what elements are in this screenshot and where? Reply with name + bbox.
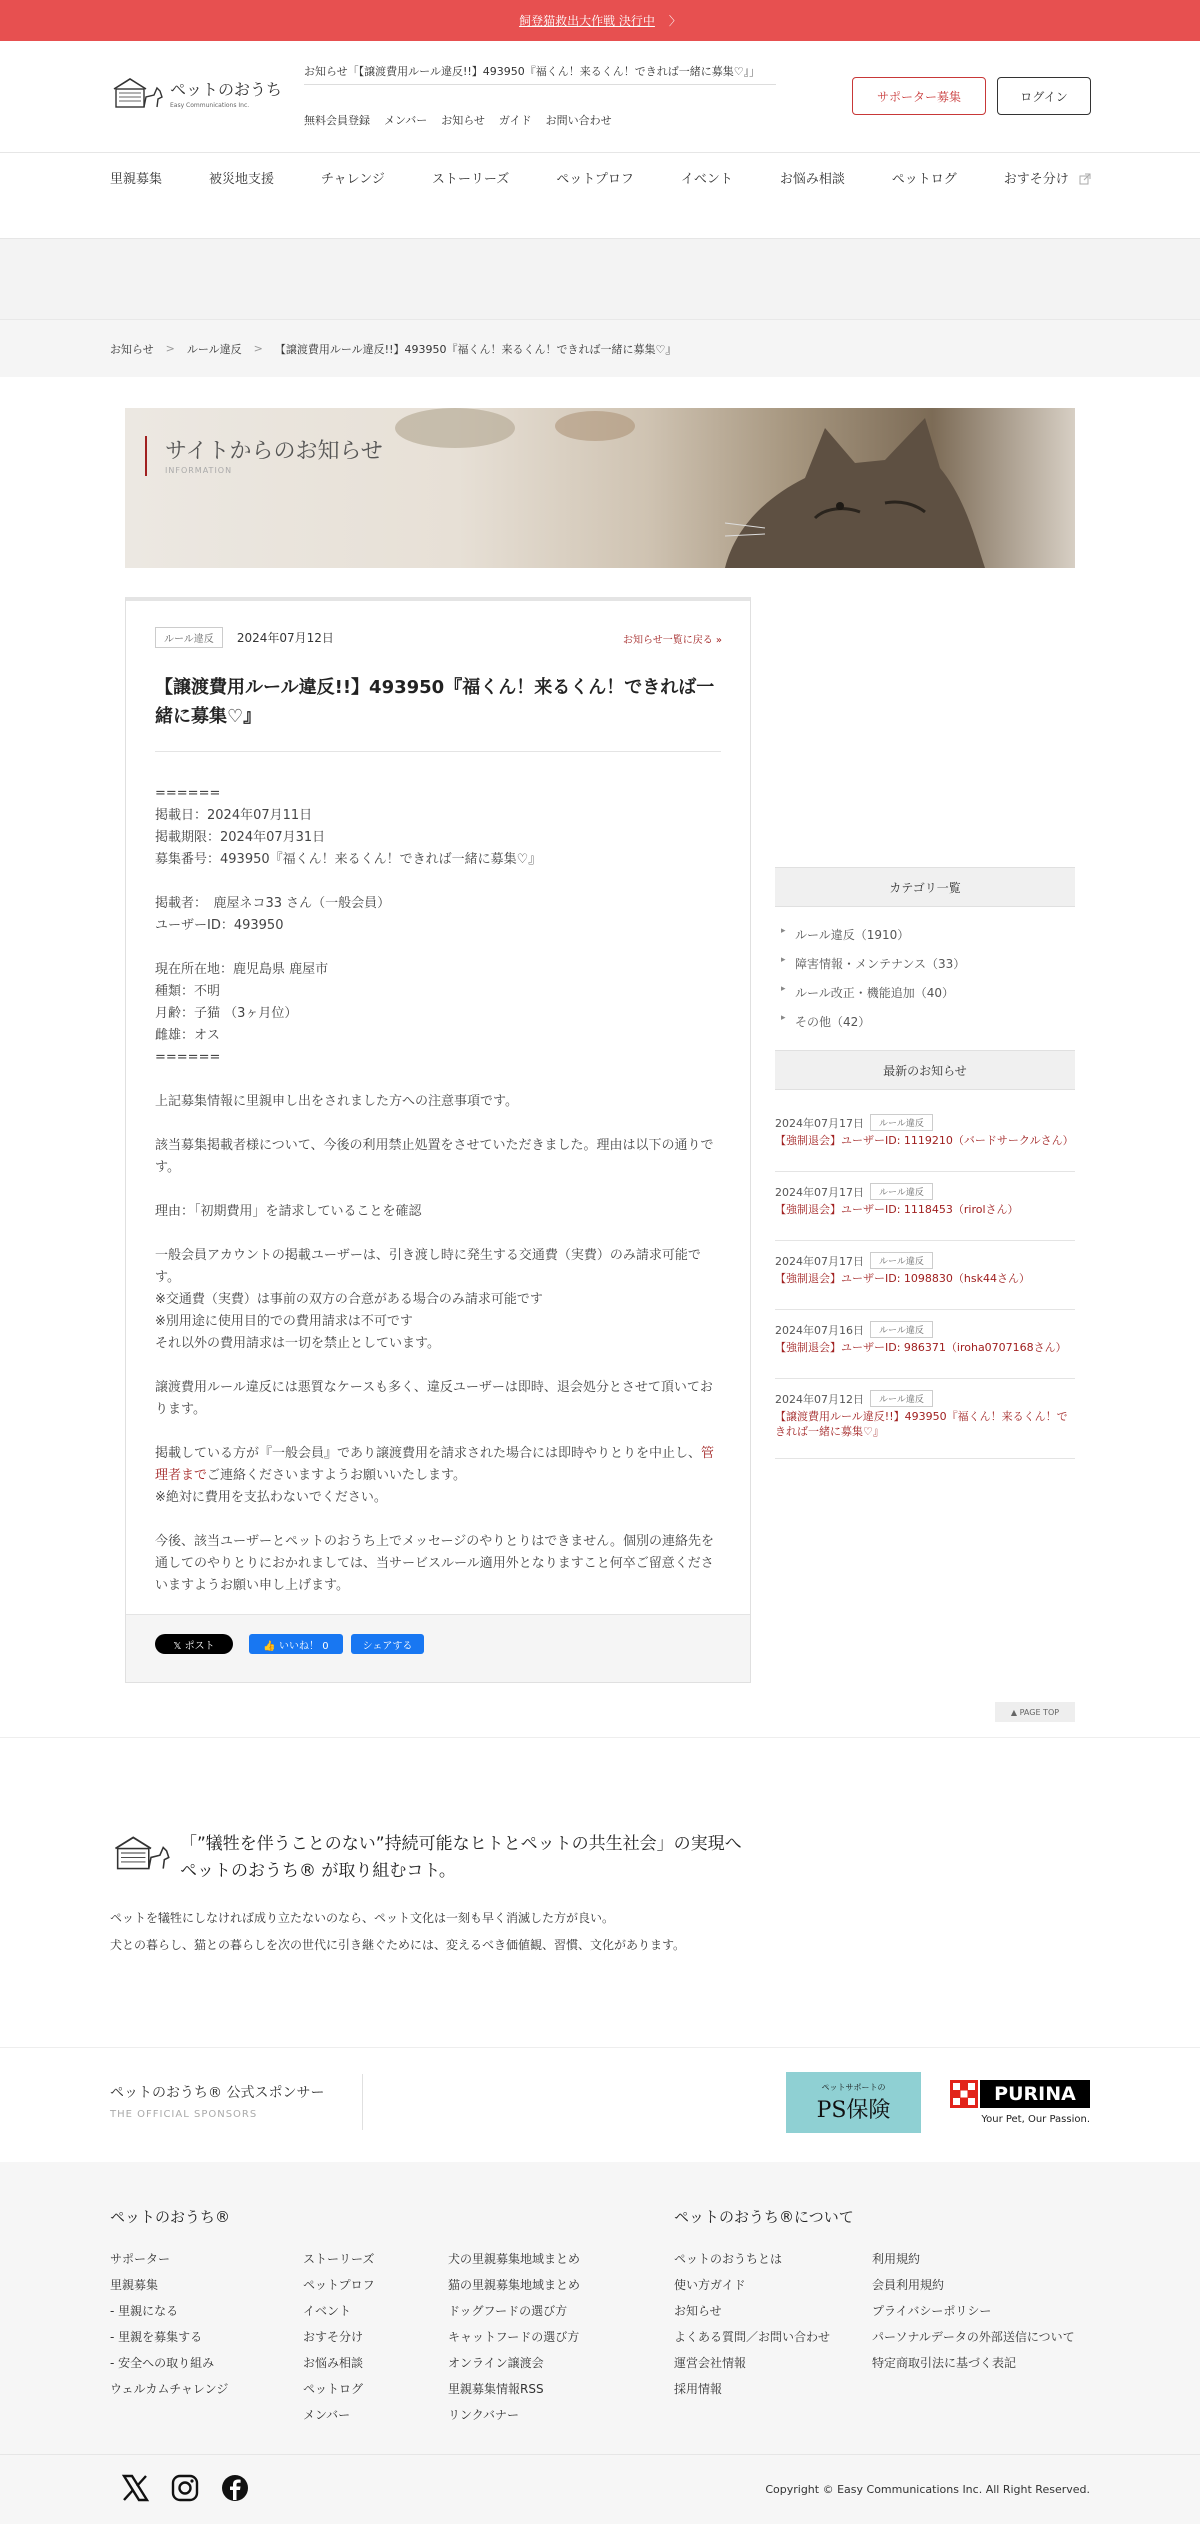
- body-text: ご連絡くださいますようお願いいたします。: [207, 1468, 466, 1483]
- footer-link[interactable]: お悩み相談: [303, 2356, 364, 2370]
- footer-link[interactable]: 使い方ガイド: [674, 2278, 746, 2292]
- sponsor-subtitle: THE OFFICIAL SPONSORS: [110, 2109, 258, 2120]
- news-article: [125, 597, 751, 1683]
- footer-link[interactable]: ストーリーズ: [303, 2252, 375, 2266]
- nav-item-stories[interactable]: ストーリーズ: [431, 171, 510, 187]
- article-title: 【譲渡費用ルール違反!!】493950『福くん！来るくん！できれば一緒に募集♡』: [155, 673, 721, 752]
- news-tag: ルール違反: [870, 1183, 933, 1200]
- breadcrumb-news[interactable]: お知らせ: [110, 342, 154, 356]
- purina-tagline: Your Pet, Our Passion.: [981, 2114, 1090, 2125]
- purina-wordmark: PURINA: [980, 2080, 1090, 2108]
- category-tag[interactable]: ルール違反: [155, 627, 223, 648]
- campaign-link[interactable]: 飼登猫救出大作戦 決行中: [519, 14, 655, 28]
- news-title[interactable]: 【譲渡費用ルール違反!!】493950『福くん！来るくん！できれば一緒に募集♡』: [775, 1410, 1068, 1438]
- banner-title: サイトからのお知らせ: [165, 439, 383, 464]
- copyright-bar: [0, 2454, 1200, 2524]
- news-list-item[interactable]: [775, 1241, 1075, 1310]
- nav-item-consult[interactable]: お悩み相談: [779, 171, 845, 187]
- footer-col-2: [303, 2246, 375, 2428]
- site-logo[interactable]: [110, 75, 282, 111]
- nav-item-disaster[interactable]: 被災地支援: [208, 171, 274, 187]
- house-dog-logo-icon: [110, 75, 164, 111]
- footer-link[interactable]: ウェルカムチャレンジ: [110, 2382, 229, 2396]
- news-date: 2024年07月16日: [775, 1324, 864, 1337]
- latest-news-title: 最新のお知らせ: [775, 1050, 1075, 1090]
- news-tag: ルール違反: [870, 1252, 933, 1269]
- body-paragraph: 今後、該当ユーザーとペットのおうち上でメッセージのやりとりはできません。個別の連絡先を通してのやりとりにおかれましては、当サービスルール適用外となりますこと何卒ご留意くださいますようお願い申し上げます。: [155, 1534, 715, 1593]
- footer-col-1: [110, 2246, 228, 2402]
- logo-title: ペットのおうち: [170, 80, 283, 99]
- footer-link[interactable]: - 安全への取り組み: [110, 2356, 215, 2370]
- breadcrumb-current: 【譲渡費用ルール違反!!】493950『福くん！来るくん！できれば一緒に募集♡』: [274, 342, 677, 356]
- sponsor-section: [0, 2047, 1200, 2162]
- footer-link[interactable]: 猫の里親募集地域まとめ: [448, 2278, 581, 2292]
- nav-item-challenge[interactable]: チャレンジ: [320, 171, 385, 187]
- body-line: ユーザーID：493950: [155, 918, 284, 933]
- nav-item-petlog[interactable]: ペットログ: [891, 171, 957, 187]
- site-footer: [0, 2162, 1200, 2454]
- news-date: 2024年07月12日: [775, 1393, 864, 1406]
- footer-link[interactable]: メンバー: [303, 2408, 351, 2422]
- body-line: 一般会員アカウントの掲載ユーザーは、引き渡し時に発生する交通費（実費）のみ請求可能です。: [155, 1248, 701, 1285]
- news-tag: ルール違反: [870, 1114, 933, 1131]
- site-header: [0, 41, 1200, 153]
- news-tag: ルール違反: [870, 1321, 933, 1338]
- house-dog-logo-icon: [110, 1833, 172, 1873]
- info-banner: [125, 408, 1075, 568]
- body-line: 募集番号：493950『福くん！来るくん！できれば一緒に募集♡』: [155, 852, 542, 867]
- purina-checker-icon: [950, 2080, 978, 2108]
- sponsor-title: ペットのおうち® 公式スポンサー: [110, 2085, 325, 2101]
- news-list-item[interactable]: [775, 1172, 1075, 1241]
- divider: [362, 2074, 363, 2130]
- breadcrumb: [0, 319, 1200, 377]
- news-date: 2024年07月17日: [775, 1186, 864, 1199]
- footer-link[interactable]: ペットのおうちとは: [674, 2252, 783, 2266]
- news-list-item[interactable]: [775, 1310, 1075, 1379]
- body-line: ※別用途に使用目的での費用請求は不可です: [155, 1314, 413, 1329]
- banner-accent-bar: [145, 436, 147, 476]
- breadcrumb-separator: >: [253, 342, 263, 355]
- login-button[interactable]: ログイン: [997, 77, 1091, 115]
- footer-col-4: [674, 2246, 830, 2402]
- body-paragraph: 譲渡費用ルール違反には悪質なケースも多く、違反ユーザーは即時、退会処分とさせて頂いております。: [155, 1380, 713, 1417]
- mission-text: 犬との暮らし、猫との暮らしを次の世代に引き継ぐためには、変えるべき価値観、習慣、文化があります。: [110, 1938, 686, 1952]
- category-link[interactable]: ▸ 障害情報・メンテナンス（33）: [795, 955, 965, 972]
- purina-logo[interactable]: [950, 2076, 1090, 2130]
- body-text: 掲載している方が『一般会員』であり譲渡費用を請求された場合には即時やりとりを中止し、: [155, 1446, 702, 1461]
- footer-heading: ペットのおうち®: [110, 2208, 231, 2226]
- body-line: 月齢：子猫 （3ヶ月位）: [155, 1006, 298, 1021]
- nav-item-share[interactable]: [1004, 168, 1091, 187]
- campaign-banner[interactable]: [0, 0, 1200, 41]
- instagram-icon[interactable]: [170, 2473, 200, 2503]
- footer-link[interactable]: 里親募集: [110, 2278, 159, 2292]
- register-link[interactable]: 無料会員登録: [304, 114, 370, 127]
- footer-link[interactable]: - 里親を募集する: [110, 2330, 203, 2344]
- news-list-item[interactable]: [775, 1379, 1075, 1459]
- news-tag: ルール違反: [870, 1390, 933, 1407]
- ps-logo-top: ペットサポートの: [821, 2082, 886, 2092]
- footer-link[interactable]: 運営会社情報: [674, 2356, 747, 2370]
- footer-link[interactable]: ペットログ: [303, 2382, 364, 2396]
- body-line: 掲載期限：2024年07月31日: [155, 830, 326, 845]
- news-title[interactable]: 【強制退会】ユーザーID: 1098830（hsk44さん）: [775, 1272, 1030, 1285]
- global-nav: [0, 153, 1200, 239]
- news-date: 2024年07月17日: [775, 1255, 864, 1268]
- footer-link[interactable]: プライバシーポリシー: [872, 2304, 992, 2318]
- footer-link[interactable]: 里親募集情報RSS: [448, 2382, 544, 2396]
- nav-item-petprof[interactable]: ペットプロフ: [556, 171, 634, 187]
- main-content: [0, 377, 1200, 1737]
- facebook-like-button[interactable]: 👍 いいね！ 0: [249, 1634, 343, 1654]
- share-bar: [126, 1614, 750, 1682]
- footer-link[interactable]: パーソナルデータの外部送信について: [872, 2330, 1075, 2344]
- footer-link[interactable]: 利用規約: [872, 2252, 921, 2266]
- body-line: ======: [155, 786, 221, 801]
- body-line: 現在所在地：鹿児島県 鹿屋市: [155, 962, 329, 977]
- mission-text: ペットを犠牲にしなければ成り立たないのなら、ペット文化は一刻も早く消滅した方が良い。: [110, 1911, 615, 1925]
- footer-link[interactable]: リンクバナー: [448, 2408, 520, 2422]
- external-link-icon: [1079, 173, 1091, 185]
- body-line: ※交通費（実費）は事前の双方の合意がある場合のみ請求可能です: [155, 1292, 543, 1307]
- news-list-item[interactable]: [775, 1103, 1075, 1172]
- page-top-button[interactable]: ▲ PAGE TOP: [995, 1702, 1075, 1722]
- body-paragraph: 理由：「初期費用」を請求していることを確認: [155, 1204, 422, 1219]
- body-line: それ以外の費用請求は一切を禁止としています。: [155, 1336, 440, 1351]
- logo-subtitle: Easy Communications Inc.: [170, 102, 250, 109]
- footer-heading: ペットのおうち®について: [674, 2208, 854, 2226]
- footer-link[interactable]: お知らせ: [674, 2304, 722, 2318]
- body-line: ※絶対に費用を支払わないでください。: [155, 1490, 387, 1505]
- body-line: 雌雄：オス: [155, 1028, 220, 1043]
- article-date: 2024年07月12日: [236, 631, 334, 645]
- facebook-icon[interactable]: [220, 2473, 250, 2503]
- footer-link[interactable]: キャットフードの選び方: [448, 2330, 580, 2344]
- footer-link[interactable]: 会員利用規約: [872, 2278, 945, 2292]
- nav-item-share-label: おすそ分け: [1003, 171, 1069, 187]
- nav-item-adoption[interactable]: 里親募集: [110, 171, 163, 187]
- footer-link[interactable]: おすそ分け: [303, 2330, 364, 2344]
- mission-heading-line2: ペットのおうち® が取り組むコト。: [180, 1861, 456, 1881]
- breadcrumb-separator: >: [165, 342, 175, 355]
- ps-logo-main: PS保険: [816, 2097, 891, 2123]
- ad-area: [0, 239, 1200, 319]
- cat-photo-image: [125, 408, 1075, 568]
- breadcrumb-rule-violation[interactable]: ルール違反: [186, 342, 242, 356]
- news-link[interactable]: お知らせ: [441, 114, 485, 127]
- body-line: 掲載者： 鹿屋ネコ33 さん（一般会員）: [155, 896, 391, 911]
- footer-link[interactable]: オンライン譲渡会: [448, 2356, 544, 2370]
- admin-contact-link[interactable]: 管理者まで: [155, 1446, 715, 1483]
- copyright-text: Copyright © Easy Communications Inc. All Right Reserved.: [765, 2483, 1090, 2496]
- footer-col-3: [448, 2246, 580, 2428]
- news-title[interactable]: 【強制退会】ユーザーID: 1119210（バードサークルさん）: [775, 1134, 1074, 1147]
- ps-insurance-logo[interactable]: [786, 2072, 921, 2133]
- chevron-right-icon: 〉: [668, 14, 681, 28]
- footer-link[interactable]: 犬の里親募集地域まとめ: [448, 2252, 581, 2266]
- supporter-button[interactable]: サポーター募集: [852, 77, 986, 115]
- nav-item-event[interactable]: イベント: [680, 171, 733, 187]
- footer-link[interactable]: - 里親になる: [110, 2304, 179, 2318]
- back-to-news-link[interactable]: お知らせ一覧に戻る »: [623, 635, 722, 646]
- members-link[interactable]: メンバー: [384, 114, 428, 127]
- news-title[interactable]: 【強制退会】ユーザーID: 986371（iroha0707168さん）: [775, 1341, 1067, 1354]
- contact-link[interactable]: お問い合わせ: [545, 114, 612, 127]
- x-post-button[interactable]: 𝕏 ポスト: [155, 1634, 233, 1654]
- guide-link[interactable]: ガイド: [498, 114, 532, 127]
- mission-section: [0, 1737, 1200, 2047]
- footer-link[interactable]: イベント: [303, 2304, 352, 2318]
- body-paragraph: 該当募集掲載者様について、今後の利用禁止処置をさせていただきました。理由は以下の通りです。: [155, 1138, 714, 1175]
- x-icon[interactable]: [120, 2473, 150, 2503]
- footer-link[interactable]: サポーター: [110, 2252, 171, 2266]
- footer-link[interactable]: ドッグフードの選び方: [448, 2304, 568, 2318]
- body-line: 掲載日：2024年07月11日: [155, 808, 313, 823]
- footer-link[interactable]: よくある質問／お問い合わせ: [674, 2330, 831, 2344]
- footer-link[interactable]: 特定商取引法に基づく表記: [872, 2356, 1017, 2370]
- category-link[interactable]: ▸ ルール改正・機能追加（40）: [795, 984, 954, 1001]
- body-paragraph: 上記募集情報に里親申し出をされました方への注意事項です。: [155, 1094, 518, 1109]
- news-date: 2024年07月17日: [775, 1117, 864, 1130]
- mission-heading: [180, 1831, 742, 1885]
- header-news-ticker[interactable]: お知らせ「【譲渡費用ルール違反!!】493950『福くん！来るくん！できれば一緒に募集♡』」: [304, 63, 776, 85]
- facebook-share-button[interactable]: シェアする: [351, 1634, 424, 1654]
- category-link[interactable]: ▸ その他（42）: [795, 1013, 870, 1030]
- footer-link[interactable]: 採用情報: [674, 2382, 723, 2396]
- category-link[interactable]: ▸ ルール違反（1910）: [795, 926, 909, 943]
- banner-subtitle: INFORMATION: [165, 466, 233, 475]
- body-line: 種類：不明: [155, 984, 221, 999]
- category-list-title: カテゴリ一覧: [775, 867, 1075, 907]
- header-utility-nav: [304, 112, 612, 128]
- article-body: [155, 783, 721, 1619]
- footer-link[interactable]: ペットプロフ: [303, 2278, 375, 2292]
- footer-col-5: [872, 2246, 1075, 2376]
- body-line: ======: [155, 1050, 221, 1065]
- mission-heading-line1: 「”犠牲を伴うことのない”持続可能なヒトとペットの共生社会」の実現へ: [180, 1834, 742, 1854]
- news-title[interactable]: 【強制退会】ユーザーID: 1118453（rirolさん）: [775, 1203, 1019, 1216]
